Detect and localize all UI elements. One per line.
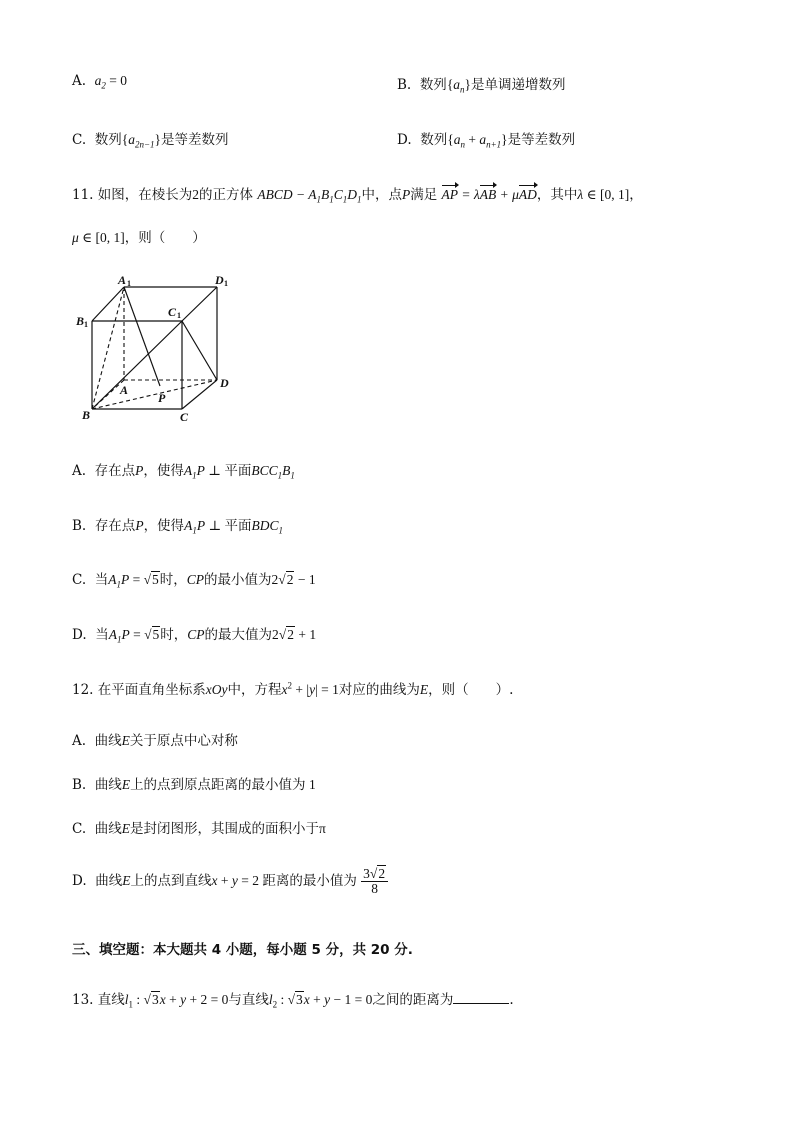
label-b: B	[82, 408, 91, 422]
svg-text:1: 1	[224, 279, 228, 288]
label-a: A	[120, 383, 129, 397]
segment-a1-p	[124, 287, 160, 386]
edge-c-d	[182, 380, 217, 409]
q11-option-d: D. 当$A_1P = √5$时，CP的最大值为2√2 + 1	[72, 627, 317, 645]
svg-text:1: 1	[84, 320, 88, 329]
label-a1: A	[118, 273, 127, 287]
segment-b-c1	[92, 321, 182, 409]
q10-b-formula: $\{a_n\}$	[446, 77, 472, 95]
svg-text:1: 1	[177, 311, 181, 320]
q10-c-formula: $\{a_{2n-1}\}$	[121, 132, 162, 150]
cube-figure	[72, 272, 242, 428]
hidden-segment-b-d	[92, 380, 217, 409]
fraction-3sqrt2-over-8: $\frac{3√2}{8}$	[361, 867, 388, 896]
section3-heading: 三、填空题：本大题共 4 小题，每小题 5 分，共 20 分.	[72, 942, 413, 958]
q12-option-b: B. 曲线E上的点到原点距离的最小值为 1	[72, 777, 316, 793]
q10-d-formula: $\{a_n + a_{n+1}\}$	[447, 132, 508, 150]
q10-a-formula: $a_2$	[94, 73, 106, 91]
q12-option-c: C. 曲线E是封闭图形，其围成的面积小于π	[72, 821, 326, 837]
q11-option-b: B. 存在点P，使得$A_1P$ ⊥ 平面$BDC_1$	[72, 518, 284, 536]
label-c: C	[180, 410, 189, 424]
edge-d1-c1	[182, 287, 217, 321]
q12-option-d: D. 曲线E上的点到直线x + y = 2 距离的最小值为 $\frac{3√2}{8}$	[72, 867, 388, 896]
vector-equation: AP = λAB + μAD	[441, 187, 537, 202]
cube-name-formula: ABCD − $A_1B_1C_1D_1$	[257, 187, 362, 205]
q10-option-a: A. $a_2 = 0$	[72, 73, 128, 91]
mu-range: μ	[72, 230, 79, 245]
segment-c1-d	[182, 321, 217, 380]
q10-option-b: B. 数列$\{a_n\}$是单调递增数列	[397, 77, 566, 95]
answer-blank[interactable]	[453, 991, 509, 1004]
q10-option-d: D. 数列$\{a_n + a_{n+1}\}$是等差数列	[397, 132, 576, 150]
label-c1: C	[168, 305, 177, 319]
q12-option-a: A. 曲线E关于原点中心对称	[72, 733, 238, 749]
q13-stem: 13. 直线$l_1$ : √3x + y + 2 = 0与直线$l_2$ : √3x + y − 1 = 0之间的距离为 .	[72, 992, 514, 1010]
q11-option-c: C. 当$A_1P = √5$时，CP的最小值为2√2 − 1	[72, 572, 316, 590]
label-b1: B	[76, 314, 85, 328]
q10-option-c: C. 数列$\{a_{2n-1}\}$是等差数列	[72, 132, 229, 150]
label-d1: D	[215, 273, 224, 287]
q11-stem-line1: 11. 如图，在棱长为2的正方体 ABCD − $A_1B_1C_1D_1$中，点P满足 AP = λAB + μAD，其中λ ∈ [0, 1]，	[72, 187, 643, 205]
label-p: P	[158, 391, 166, 405]
q11-option-a: A. 存在点P，使得$A_1P$ ⊥ 平面$BCC_1B_1$	[72, 463, 295, 481]
lambda-range: λ	[577, 187, 584, 202]
label-d: D	[220, 376, 229, 390]
svg-text:1: 1	[127, 279, 131, 288]
q12-stem: 12. 在平面直角坐标系xOy中，方程$x^2 + |y| = 1$对应的曲线为E，则（ ）.	[72, 680, 514, 698]
q11-stem-line2: μ ∈ [0, 1]，则（ ）	[72, 230, 206, 246]
